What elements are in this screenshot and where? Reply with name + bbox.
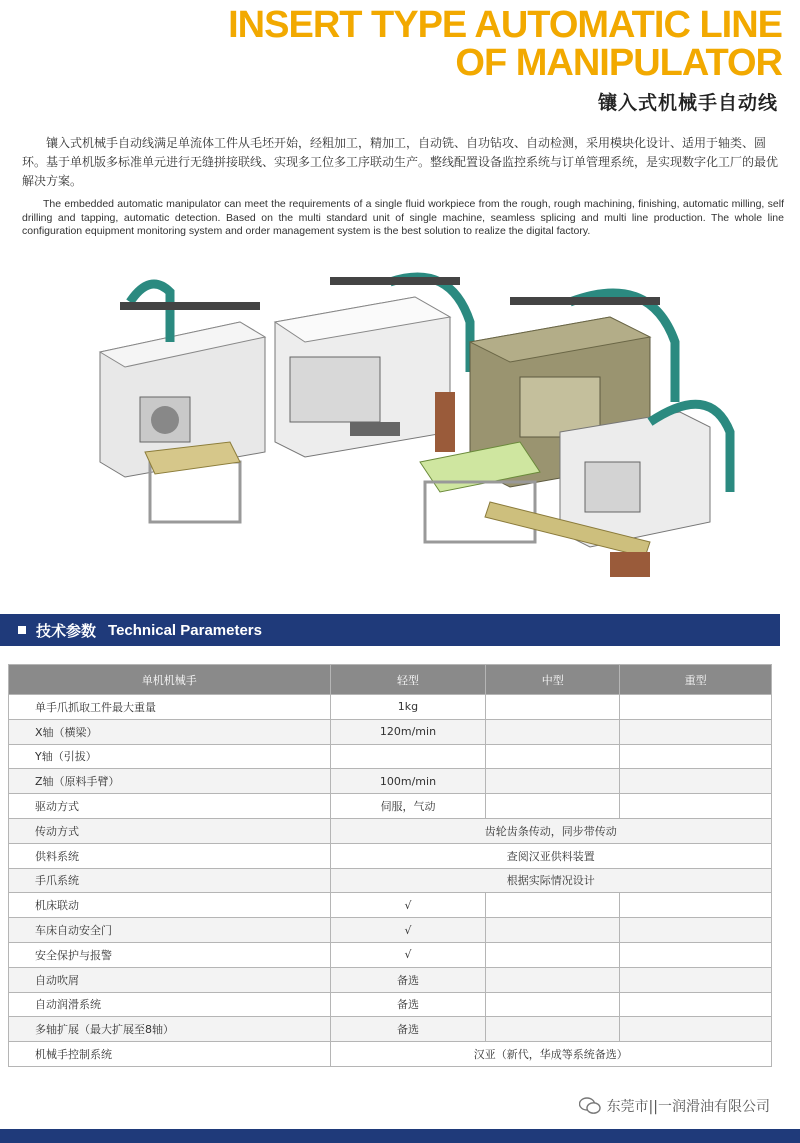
value-heavy [620,744,772,769]
value-light: √ [330,918,486,943]
value-light: √ [330,893,486,918]
value-heavy [620,719,772,744]
watermark-text: 东莞市||一润滑油有限公司 [606,1099,770,1115]
value-heavy [620,1017,772,1042]
value-light: 120m/min [330,719,486,744]
row-label: 手爪系统 [9,868,331,893]
value-medium [486,942,620,967]
production-line-illustration [90,262,740,592]
table-row [9,794,772,819]
intro-chinese: 镶入式机械手自动线满足单流体工件从毛坯开始，经粗加工，精加工，自动铣、自功钻攻、自动检测，采用模块化设计、适用于轴类、圆环。基于单机版多标准单元进行无缝拼接联线、实现多工位多工序联动生产。整线配置设备监控系统与订单管理系统，是实现数字化工厂的最优解决方案。 [22,136,779,188]
row-label: 传动方式 [9,818,331,843]
value-light [330,744,486,769]
technical-parameters-header [0,614,780,646]
value-light: 备选 [330,1017,486,1042]
row-label: 安全保护与报警 [9,942,331,967]
intro-english: The embedded automatic manipulator can meet the requirements of a single fluid workpiece from the rough, rough machining, finishing, automatic milling, self drilling and tapping, automatic detection. Based on the multi standard unit of single machine, seamless splicing and multi line production. The whole line configuration equipment monitoring system and order management system is the best solution to realize the digital factory. [22,198,784,237]
table-row [9,843,772,868]
title-english-line-2: OF MANIPULATOR [455,42,782,84]
table-row [9,769,772,794]
header-cell-heavy: 重型 [620,665,772,695]
row-label: Z轴（原料手臂） [9,769,331,794]
value-medium [486,918,620,943]
row-label: 单手爪抓取工件最大重量 [9,695,331,720]
value-heavy [620,695,772,720]
title-english-line-1: INSERT TYPE AUTOMATIC LINE [228,4,782,46]
row-label: 驱动方式 [9,794,331,819]
value-heavy [620,967,772,992]
table-row [9,818,772,843]
value-medium [486,719,620,744]
value-light: 备选 [330,992,486,1017]
table-row [9,1042,772,1067]
table-row [9,918,772,943]
value-heavy [620,918,772,943]
row-label: 机械手控制系统 [9,1042,331,1067]
value-heavy [620,769,772,794]
value-medium [486,992,620,1017]
value-medium [486,1017,620,1042]
bottom-decor-bar [0,1129,800,1143]
header-cell-medium: 中型 [486,665,620,695]
table-row [9,992,772,1017]
row-label: 多轴扩展（最大扩展至8轴） [9,1017,331,1042]
value-heavy [620,893,772,918]
value-merged: 查阅汉亚供料装置 [330,843,771,868]
value-heavy [620,992,772,1017]
row-label: X轴（横梁） [9,719,331,744]
value-heavy [620,942,772,967]
row-label: Y轴（引拔） [9,744,331,769]
value-medium [486,769,620,794]
wechat-watermark [579,1096,770,1116]
table-row [9,695,772,720]
section-title-english: Technical Parameters [108,621,262,639]
value-merged: 根据实际情况设计 [330,868,771,893]
value-merged: 汉亚（新代，华成等系统备选） [330,1042,771,1067]
table-header-row [9,665,772,695]
title-english [2,6,782,82]
row-label: 机床联动 [9,893,331,918]
value-light: 伺服，气动 [330,794,486,819]
section-title-chinese: 技术参数 [36,621,97,640]
row-label: 供料系统 [9,843,331,868]
value-medium [486,695,620,720]
square-bullet-icon [18,626,26,634]
table-row [9,719,772,744]
value-heavy [620,794,772,819]
value-merged: 齿轮齿条传动，同步带传动 [330,818,771,843]
title-chinese: 镶入式机械手自动线 [597,92,778,114]
wechat-icon [579,1097,601,1115]
header-cell-model: 单机机械手 [9,665,331,695]
value-medium [486,893,620,918]
value-medium [486,744,620,769]
value-medium [486,967,620,992]
row-label: 自动吹屑 [9,967,331,992]
value-light: √ [330,942,486,967]
value-medium [486,794,620,819]
value-light: 100m/min [330,769,486,794]
table-row [9,1017,772,1042]
row-label: 自动润滑系统 [9,992,331,1017]
value-light: 备选 [330,967,486,992]
table-row [9,967,772,992]
value-light: 1kg [330,695,486,720]
technical-parameters-table [8,664,772,1067]
table-row [9,868,772,893]
lathe-machine-left [100,284,265,522]
table-row [9,942,772,967]
header-cell-light: 轻型 [330,665,486,695]
table-row [9,744,772,769]
table-row [9,893,772,918]
lathe-machine-middle [275,277,470,457]
row-label: 车床自动安全门 [9,918,331,943]
